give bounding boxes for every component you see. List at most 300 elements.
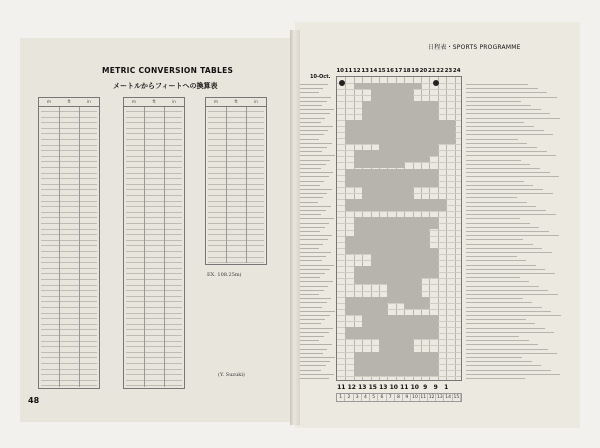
footer-count: 13	[379, 384, 388, 391]
table-row	[208, 223, 264, 224]
venue-line	[466, 273, 555, 274]
table-row	[41, 156, 97, 157]
conversion-title: METRIC CONVERSION TABLES	[102, 66, 234, 75]
venue-line	[466, 353, 557, 354]
table-row	[126, 212, 182, 213]
venue-line	[466, 143, 527, 144]
table-row	[126, 374, 182, 375]
event-name-line	[300, 126, 333, 127]
venue-line	[466, 172, 550, 173]
event-name-line	[300, 97, 331, 98]
table-row	[41, 363, 97, 364]
table-row	[41, 296, 97, 297]
table-row	[126, 273, 182, 274]
footer-index-cell: 11	[420, 395, 427, 400]
table-row	[208, 145, 264, 146]
table-row	[208, 251, 264, 252]
column-divider	[144, 107, 145, 387]
event-block	[345, 327, 379, 339]
event-name-line	[300, 160, 330, 161]
table-row	[41, 318, 97, 319]
hour-label: 22	[436, 68, 444, 74]
table-row	[41, 374, 97, 375]
event-name-line	[300, 357, 335, 358]
header-in: in	[87, 99, 91, 104]
hour-label: 14	[369, 68, 378, 74]
event-name-line	[300, 248, 319, 249]
column-divider	[59, 107, 60, 387]
hour-label: 10	[336, 68, 344, 74]
event-block	[362, 101, 438, 119]
event-name-line	[300, 214, 321, 215]
hour-label: 24	[452, 68, 461, 74]
venue-line	[466, 223, 530, 224]
page-number: 48	[28, 396, 40, 405]
event-name-line	[300, 92, 319, 93]
table-row	[41, 352, 97, 353]
event-name-line	[300, 235, 332, 236]
footer-count: 10	[389, 384, 398, 391]
venue-line	[466, 130, 544, 131]
event-name-line	[300, 168, 321, 169]
table-row	[41, 290, 97, 291]
table-row	[41, 251, 97, 252]
event-name-line	[300, 155, 335, 156]
venue-line	[466, 332, 554, 333]
footer-count: 9	[423, 384, 428, 391]
table-row	[208, 217, 264, 218]
table-row	[126, 369, 182, 370]
table-row	[126, 133, 182, 134]
grid-row-line	[337, 376, 461, 377]
venue-line	[466, 181, 524, 182]
table-row	[41, 380, 97, 381]
grid-column-line	[455, 77, 456, 380]
venue-line	[466, 286, 539, 287]
venue-line	[466, 206, 536, 207]
venue-line	[466, 101, 521, 102]
event-name-line	[300, 302, 327, 303]
footer-count: 15	[368, 384, 377, 391]
event-name-line	[300, 139, 319, 140]
venue-line	[466, 193, 553, 194]
table-row	[41, 357, 97, 358]
table-row	[208, 156, 264, 157]
event-name-line	[300, 101, 327, 102]
footer-index-cell: 13	[436, 395, 443, 400]
schedule-grid	[336, 76, 462, 381]
venue-line	[466, 122, 524, 123]
table-row	[41, 385, 97, 386]
venue-line	[466, 231, 549, 232]
programme-title: 日程表・SPORTS PROGRAMME	[428, 44, 521, 51]
event-name-line	[300, 374, 334, 375]
table-row	[208, 257, 264, 258]
venue-line	[466, 323, 535, 324]
venue-line	[466, 344, 538, 345]
venue-line	[466, 311, 551, 312]
event-block	[387, 169, 437, 187]
table-row	[41, 279, 97, 280]
table-row	[126, 318, 182, 319]
date-label: 10-Oct.	[310, 74, 331, 80]
table-row	[208, 139, 264, 140]
table-row	[126, 139, 182, 140]
venue-line	[466, 336, 519, 337]
hour-label: 12	[352, 68, 361, 74]
table-row	[208, 111, 264, 112]
venue-line	[466, 202, 527, 203]
table-row	[208, 240, 264, 241]
venue-line	[466, 244, 533, 245]
table-row	[41, 273, 97, 274]
event-name-line	[300, 189, 332, 190]
hour-label: 18	[402, 68, 411, 74]
event-name-line	[300, 206, 331, 207]
footer-count: 11	[400, 384, 409, 391]
footer-count: 9	[433, 384, 438, 391]
table-row	[126, 324, 182, 325]
event-name-line	[300, 134, 324, 135]
venue-line	[466, 160, 521, 161]
venue-line	[466, 260, 526, 261]
table-row	[41, 268, 97, 269]
event-name-line	[300, 105, 322, 106]
table-row	[41, 262, 97, 263]
venue-line	[466, 88, 538, 89]
table-row	[41, 341, 97, 342]
formula-credit: (Y. Suzuki)	[218, 372, 245, 378]
venue-line	[466, 235, 559, 236]
table-row	[41, 128, 97, 129]
footer-count: 12	[347, 384, 356, 391]
event-name-line	[300, 118, 325, 119]
event-name-line	[300, 256, 326, 257]
table-row	[208, 184, 264, 185]
footer-index-cell: 14	[445, 395, 451, 400]
table-row	[208, 206, 264, 207]
footer-index-cell: 2	[345, 394, 353, 401]
table-row	[208, 201, 264, 202]
venue-line	[466, 97, 557, 98]
venue-line	[466, 256, 517, 257]
table-row	[41, 145, 97, 146]
footer-index-cell: 10	[412, 395, 418, 400]
table-row	[41, 178, 97, 179]
table-row	[126, 341, 182, 342]
conversion-subtitle: メートルからフィートへの換算表	[113, 82, 218, 90]
event-block	[387, 150, 429, 162]
venue-line	[466, 218, 520, 219]
event-name-line	[300, 181, 324, 182]
event-block	[354, 352, 438, 376]
event-name-line	[300, 344, 332, 345]
event-name-line	[300, 193, 327, 194]
event-name-line	[300, 340, 319, 341]
table-row	[126, 156, 182, 157]
event-name-line	[300, 164, 326, 165]
table-row	[41, 346, 97, 347]
event-name-line	[300, 185, 320, 186]
table-row	[126, 178, 182, 179]
table-row	[126, 285, 182, 286]
event-name-line	[300, 277, 320, 278]
table-row	[41, 240, 97, 241]
venue-line	[466, 210, 546, 211]
footer-index	[336, 393, 462, 402]
table-row	[208, 117, 264, 118]
table-row	[126, 201, 182, 202]
event-name-line	[300, 273, 325, 274]
venue-line	[466, 139, 518, 140]
event-block	[404, 297, 429, 309]
footer-count: 13	[358, 384, 367, 391]
footer-index-cell: 7	[387, 394, 395, 401]
footer-count: 10	[410, 384, 419, 391]
table-row	[41, 206, 97, 207]
venue-line	[466, 281, 529, 282]
venue-line	[466, 197, 517, 198]
table-row	[208, 212, 264, 213]
event-name-line	[300, 244, 323, 245]
event-name-line	[300, 365, 326, 366]
footer-index-cell: 3	[354, 394, 362, 401]
header-ft: ft	[67, 99, 71, 104]
venue-line	[466, 361, 532, 362]
table-row	[208, 262, 264, 263]
table-row	[41, 201, 97, 202]
table-row	[41, 257, 97, 258]
table-row	[126, 346, 182, 347]
footer-index-cell: 15	[453, 395, 460, 400]
header-ft: ft	[152, 99, 156, 104]
table-row	[41, 161, 97, 162]
table-row	[126, 111, 182, 112]
event-name-line	[300, 109, 334, 110]
header-m: m	[47, 99, 51, 104]
table-row	[208, 245, 264, 246]
venue-line	[466, 105, 531, 106]
event-name-line	[300, 113, 330, 114]
hour-label: 13	[361, 68, 369, 74]
event-name-line	[300, 223, 329, 224]
venue-line	[466, 185, 533, 186]
table-row	[126, 195, 182, 196]
table-row	[208, 234, 264, 235]
table-header	[124, 98, 184, 107]
venue-line	[466, 315, 561, 316]
table-row	[126, 223, 182, 224]
footer-counts	[336, 384, 462, 391]
event-name-line	[300, 281, 333, 282]
hour-label: 21	[427, 68, 436, 74]
table-row	[41, 122, 97, 123]
event-block	[404, 101, 412, 113]
table-row	[126, 189, 182, 190]
venue-line	[466, 378, 525, 379]
event-name-line	[300, 290, 324, 291]
venue-line	[466, 214, 556, 215]
table-row	[126, 257, 182, 258]
venue-line	[466, 294, 558, 295]
table-row	[41, 324, 97, 325]
venue-line	[466, 164, 530, 165]
conversion-table-3	[205, 97, 267, 265]
venue-line	[466, 298, 523, 299]
footer-index-cell: 12	[428, 395, 435, 400]
header-in: in	[172, 99, 176, 104]
table-row	[126, 335, 182, 336]
venue-line	[466, 151, 547, 152]
event-name-line	[300, 294, 319, 295]
venue-line	[466, 109, 541, 110]
event-name-line	[300, 130, 328, 131]
event-name-line	[300, 172, 333, 173]
table-row	[41, 111, 97, 112]
event-name-line	[300, 336, 324, 337]
event-name-line	[300, 265, 334, 266]
venue-line	[466, 155, 556, 156]
table-row	[126, 251, 182, 252]
table-row	[126, 301, 182, 302]
venue-line	[466, 365, 541, 366]
table-row	[208, 167, 264, 168]
table-row	[41, 184, 97, 185]
table-row	[208, 150, 264, 151]
event-name-line	[300, 252, 331, 253]
event-name-line	[300, 311, 335, 312]
venue-line	[466, 328, 545, 329]
event-block	[345, 199, 446, 211]
table-row	[126, 145, 182, 146]
table-row	[41, 229, 97, 230]
column-divider	[164, 107, 165, 387]
table-row	[126, 161, 182, 162]
table-row	[41, 335, 97, 336]
header-in: in	[254, 99, 258, 104]
event-name-line	[300, 378, 329, 379]
table-header	[206, 98, 266, 107]
ceremony-marker	[339, 80, 345, 86]
table-row	[126, 229, 182, 230]
table-row	[126, 363, 182, 364]
table-row	[41, 217, 97, 218]
table-row	[126, 268, 182, 269]
table-row	[126, 279, 182, 280]
venue-line	[466, 374, 560, 375]
hour-label: 11	[344, 68, 353, 74]
table-row	[126, 167, 182, 168]
table-row	[41, 195, 97, 196]
table-row	[41, 285, 97, 286]
table-row	[126, 357, 182, 358]
event-name-line	[300, 239, 328, 240]
conversion-table-1	[38, 97, 100, 389]
table-row	[126, 290, 182, 291]
table-row	[41, 313, 97, 314]
table-row	[126, 313, 182, 314]
table-row	[41, 329, 97, 330]
table-row	[126, 184, 182, 185]
event-name-line	[300, 84, 328, 85]
venue-line	[466, 302, 532, 303]
event-name-line	[300, 315, 330, 316]
table-row	[126, 385, 182, 386]
table-row	[126, 117, 182, 118]
event-name-line	[300, 218, 334, 219]
venue-line	[466, 92, 547, 93]
event-name-line	[300, 197, 323, 198]
footer-index-cell: 4	[362, 394, 370, 401]
column-divider	[79, 107, 80, 387]
hour-label: 17	[394, 68, 403, 74]
table-row	[208, 161, 264, 162]
header-ft: ft	[234, 99, 238, 104]
table-row	[41, 167, 97, 168]
hour-label: 16	[386, 68, 394, 74]
venue-line	[466, 227, 539, 228]
conversion-table-2	[123, 97, 185, 389]
table-row	[41, 223, 97, 224]
table-row	[208, 189, 264, 190]
hour-label: 23	[444, 68, 453, 74]
event-name-line	[300, 349, 327, 350]
event-name-line	[300, 151, 322, 152]
event-block	[387, 89, 404, 101]
venue-line	[466, 168, 540, 169]
venue-line	[466, 307, 542, 308]
table-row	[41, 150, 97, 151]
event-name-line	[300, 361, 330, 362]
venue-line	[466, 118, 560, 119]
venue-line	[466, 248, 542, 249]
footer-index-cell: 9	[403, 394, 411, 401]
footer-index-cell: 5	[370, 394, 378, 401]
event-name-line	[300, 227, 325, 228]
hour-header	[336, 68, 461, 74]
venue-line	[466, 113, 550, 114]
event-name-line	[300, 307, 322, 308]
grid-row-line	[337, 211, 461, 212]
event-name-line	[300, 210, 326, 211]
venue-line	[466, 176, 559, 177]
table-row	[126, 296, 182, 297]
table-row	[126, 150, 182, 151]
event-name-line	[300, 202, 318, 203]
book-spine	[290, 30, 300, 425]
event-name-line	[300, 143, 332, 144]
venue-line	[466, 265, 536, 266]
venue-line	[466, 290, 548, 291]
table-row	[208, 128, 264, 129]
table-row	[208, 195, 264, 196]
venue-line	[466, 370, 551, 371]
event-name-line	[300, 298, 331, 299]
event-name-line	[300, 260, 322, 261]
table-row	[208, 133, 264, 134]
table-header	[39, 98, 99, 107]
event-name-line	[300, 147, 327, 148]
table-row	[41, 139, 97, 140]
event-name-line	[300, 328, 333, 329]
venue-line	[466, 269, 545, 270]
venue-line	[466, 349, 548, 350]
hour-label: 15	[377, 68, 386, 74]
table-row	[41, 301, 97, 302]
event-name-line	[300, 286, 328, 287]
table-row	[126, 173, 182, 174]
table-row	[41, 212, 97, 213]
